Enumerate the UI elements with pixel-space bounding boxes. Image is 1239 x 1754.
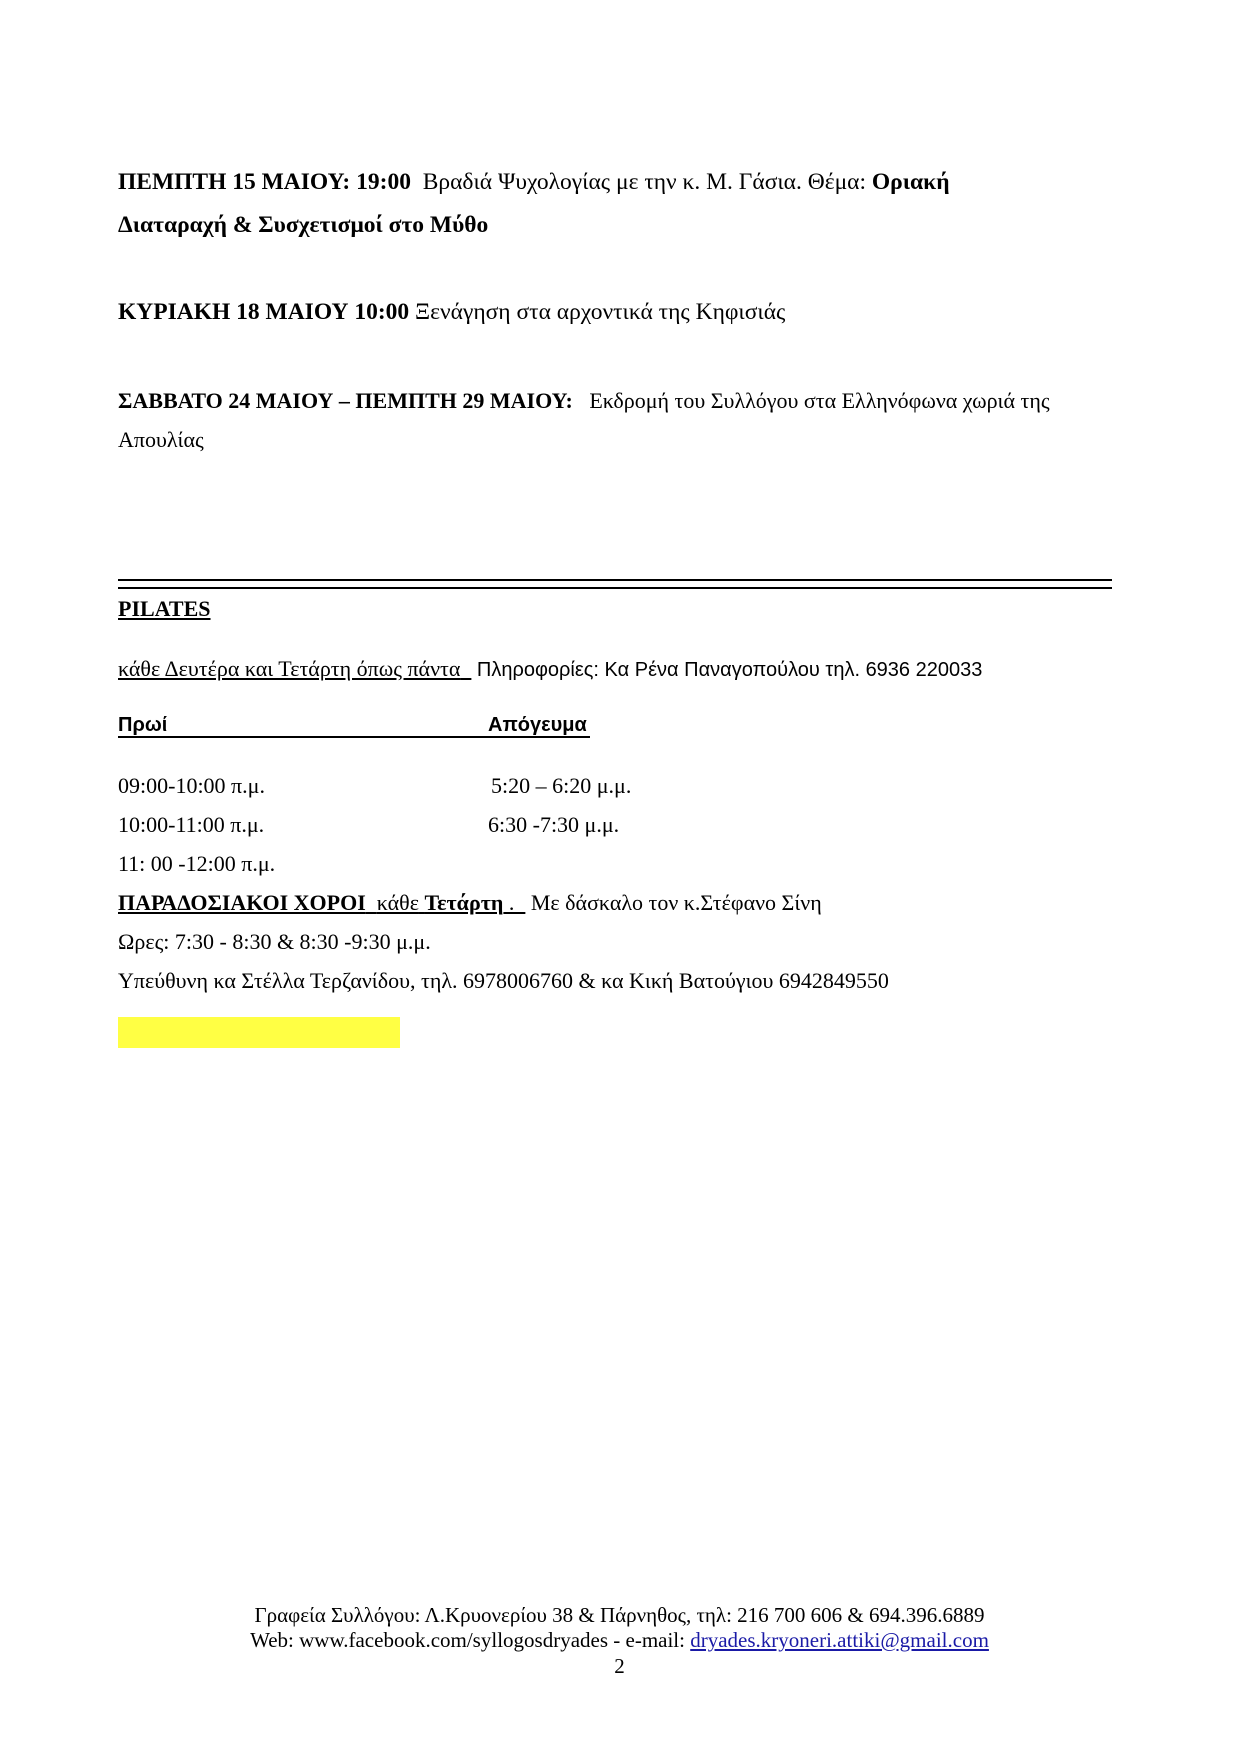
event-3-dates: ΣΑΒΒΑΤΟ 24 ΜΑΙΟΥ – ΠΕΜΠΤΗ 29 ΜΑΙΟΥ:: [118, 388, 573, 413]
pilates-morning-slot-3: 11: 00 -12:00 π.μ.: [118, 851, 276, 876]
footer-email-link[interactable]: dryades.kryoneri.attiki@gmail.com: [690, 1628, 989, 1652]
event-1-topic-end: Διαταραχή & Συσχετισμοί στο Μύθο: [118, 212, 489, 238]
event-3-description-end: Απουλίας: [118, 427, 204, 452]
pilates-morning-slot-1: 09:00-10:00 π.μ.: [118, 773, 265, 798]
event-1-description: Βραδιά Ψυχολογίας με την κ. Μ. Γάσια. Θέμα:: [422, 169, 867, 195]
separator-line: [118, 579, 1112, 589]
dances-day-phrase: κάθε Τετάρτη .: [376, 890, 526, 915]
event-2-line: [118, 299, 785, 325]
footer-web: Web: www.facebook.com/syllogosdryades - e-mail:: [250, 1628, 685, 1652]
event-2-description: Ξενάγηση στα αρχοντικά της Κηφισιάς: [415, 299, 786, 325]
footer-web-line: [0, 1628, 1239, 1652]
dances-teacher: Με δάσκαλο τον κ.Στέφανο Σίνη: [530, 890, 822, 915]
pilates-info: Πληροφορίες: Κα Ρένα Παναγοπούλου τηλ. 6936 220033: [476, 659, 983, 681]
dances-contacts: Υπεύθυνη κα Στέλλα Τερζανίδου, τηλ. 6978006760 & κα Κική Βατούγιου 6942849550: [118, 968, 889, 993]
event-3-description: Εκδρομή του Συλλόγου στα Ελληνόφωνα χωριά της: [589, 388, 1050, 413]
pilates-afternoon-header: Απόγευμα: [488, 714, 587, 736]
pilates-days: κάθε Δευτέρα και Τετάρτη όπως πάντα: [118, 656, 461, 681]
pilates-morning-header: Πρωί: [118, 714, 168, 736]
page-number: 2: [614, 1654, 625, 1678]
dances-hours: Ωρες: 7:30 - 8:30 & 8:30 -9:30 μ.μ.: [118, 929, 431, 954]
pilates-afternoon-slot-1: 5:20 – 6:20 μ.μ.: [491, 773, 632, 798]
event-3-line-1: [118, 388, 1050, 414]
event-1-date: ΠΕΜΠΤΗ 15 ΜΑΙΟΥ: 19:00: [118, 169, 411, 195]
dances-day: Τετάρτη: [424, 890, 504, 915]
dances-title: ΠΑΡΑΔΟΣΙΑΚΟΙ ΧΟΡΟΙ: [118, 890, 366, 915]
footer-address: Γραφεία Συλλόγου: Λ.Κρυονερίου 38 & Πάρνηθος, τηλ: 216 700 606 & 694.396.6889: [254, 1603, 985, 1627]
pilates-header-row: [118, 714, 590, 738]
event-2-date: ΚΥΡΙΑΚΗ 18 ΜΑΙΟΥ 10:00: [118, 299, 410, 325]
event-1-line-1: [118, 169, 950, 195]
yellow-highlight-mark: [118, 1017, 400, 1048]
pilates-afternoon-slot-2: 6:30 -7:30 μ.μ.: [488, 812, 620, 837]
pilates-morning-slot-2: 10:00-11:00 π.μ.: [118, 812, 265, 837]
dances-line: [118, 890, 822, 916]
event-1-topic-start: Οριακή: [871, 169, 950, 195]
pilates-title: PILATES: [118, 596, 211, 621]
pilates-schedule-line: [118, 656, 982, 683]
